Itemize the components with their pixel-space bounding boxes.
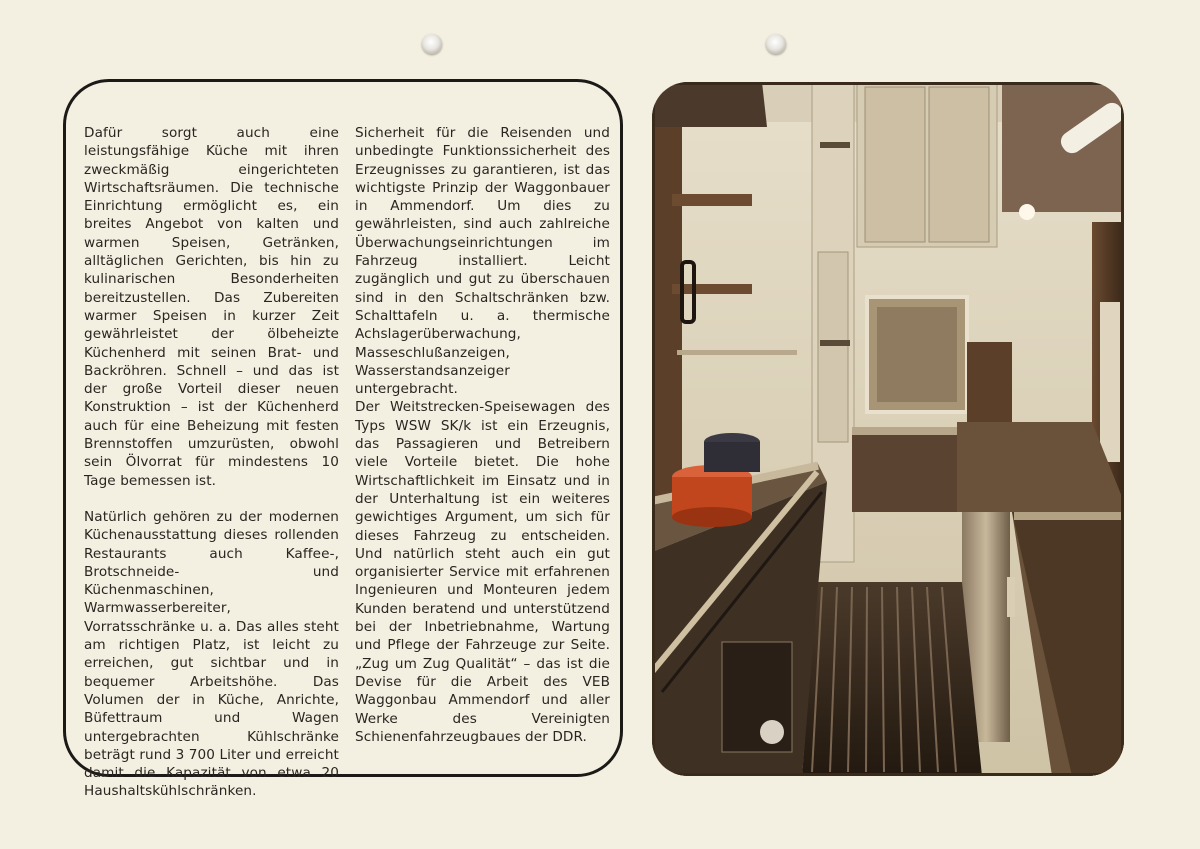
left-paragraph-1: Dafür sorgt auch eine leistungsfähige Küche mit ihren zweckmäßig eingerichteten Wirtschaftsräumen. Die technische Einrichtung ermöglicht es, ein breites Angebot von kalten und warmen Speisen, Getränken, alltäglichen Gerichten, bis hin zu kulinarischen Besonderheiten bereitzustellen. Das Zubereiten warmer Speisen in kurzer Zeit gewährleistet der ölbeheizte Küchenherd mit seinen Brat- und Backröhren. Schnell – und das ist der große Vorteil dieser neuen Konstruktion – ist der Küchenherd auch für eine Beheizung mit festen Brennstoffen umzurüsten, obwohl sein Ölvorrat für mindestens 10 Tage bemessen ist. — [84, 125, 339, 489]
right-paragraph-2: Der Weitstrecken-Speisewagen des Typs WSW SK/k ist ein Erzeugnis, das Passagieren und Betreibern viele Vorteile bietet. Die hohe Wirtschaftlichkeit im Einsatz und in der Unterhaltung ist ein weiteres gewichtiges Argument, um sich für dieses Fahrzeug zu entscheiden. Und natürlich steht auch ein gut organisierter Service mit erfahrenen Ingenieuren und Monteuren jedem Kunden beratend und unterstützend bei der Inbetriebnahme, Wartung und Pflege der Fahrzeuge zur Seite. „Zug um Zug Qualität“ – das ist die Devise für die Arbeit des VEB Waggonbau Ammendorf und aller Werke des Vereinigten Schienenfahrzeugbaues der DDR. — [355, 399, 610, 745]
right-text-column — [355, 124, 610, 746]
right-paragraph-1: Sicherheit für die Reisenden und unbedingte Funktionssicherheit des Erzeugnisses zu garantieren, ist das wichtigste Prinzip der Waggonbauer in Ammendorf. Um dies zu gewährleisten, sind auch zahlreiche Überwachungseinrichtungen im Fahrzeug installiert. Leicht zugänglich und gut zu überschauen sind in den Schaltschränken bzw. Schalttafeln u. a. thermische Achslagerüberwachung, Masseschlußanzeigen, Wasserstandsanzeiger untergebracht. — [355, 125, 610, 398]
left-text-column — [84, 124, 339, 801]
left-paragraph-2: Natürlich gehören zu der modernen Küchenausstattung dieses rollenden Restaurants auch Kaffee-, Brotschneide- und Küchenmaschinen, Warmwasserbereiter, Vorratsschränke u. a. Das alles steht am richtigen Platz, ist leicht zu erreichen, gut sichtbar und in bequemer Arbeitshöhe. Das Volumen der in Küche, Anrichte, Büfettraum und Wagen untergebrachten Kühlschränke beträgt rund 3 700 Liter und erreicht damit die Kapazität von etwa 20 Haushaltskühlschränken. — [84, 508, 339, 800]
punch-hole-left — [422, 34, 442, 54]
kitchen-photo-illustration — [652, 82, 1124, 776]
kitchen-photo — [652, 82, 1124, 776]
punch-hole-right — [766, 34, 786, 54]
